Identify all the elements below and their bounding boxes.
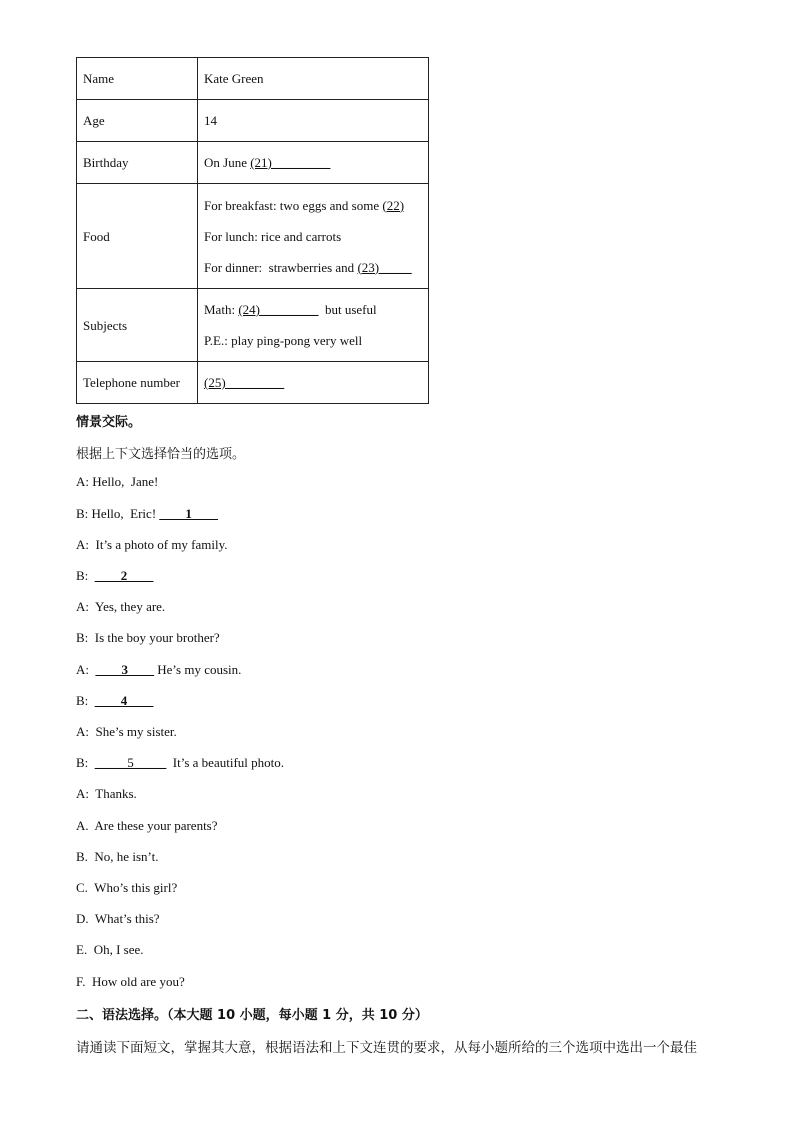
birthday-prefix: On June <box>204 155 251 170</box>
birthday-value <box>198 142 429 184</box>
dialogue-line-post: He’s my cousin. <box>154 662 242 677</box>
dialogue-line-text: A: <box>76 662 96 677</box>
table-row <box>77 362 429 404</box>
option-a: A. Are these your parents? <box>76 818 218 833</box>
food-dinner-prefix: For dinner: strawberries and <box>204 259 358 275</box>
dialogue-blank-5: _____5_____ <box>94 755 167 770</box>
table-row <box>77 58 429 100</box>
dialogue-section-title: 情景交际。 <box>76 415 142 430</box>
dialogue-blank-2: ____2____ <box>94 568 154 583</box>
option-b: B. No, he isn’t. <box>76 849 159 864</box>
blank-24: (24)_________ <box>238 302 319 317</box>
dialogue-line <box>76 568 153 584</box>
dialogue-blank-1: ____1____ <box>159 506 218 521</box>
dialogue-blank-4: ____4____ <box>94 693 154 708</box>
dialogue-line-text: B: <box>76 693 95 708</box>
food-lunch: For lunch: rice and carrots <box>204 228 342 244</box>
blank-21: (21)_________ <box>250 155 331 170</box>
name-label: Name <box>77 58 198 100</box>
dialogue-line-text: A: It’s a photo of my family. <box>76 537 228 552</box>
name-value: Kate Green <box>198 58 429 100</box>
table-row <box>77 100 429 142</box>
grammar-section-title: 二、语法选择。（本大题 10 小题，每小题 1 分，共 10 分） <box>76 1008 428 1023</box>
blank-25: (25)_________ <box>204 375 285 390</box>
blank-22: (22) <box>382 197 405 213</box>
dialogue-line <box>76 599 165 615</box>
dialogue-line-text: B: <box>76 755 95 770</box>
dialogue-line <box>76 786 137 802</box>
birthday-label: Birthday <box>77 142 198 184</box>
subjects-label: Subjects <box>77 289 198 362</box>
table-row <box>77 142 429 184</box>
dialogue-line <box>76 693 153 709</box>
dialogue-instruction: 根据上下文选择恰当的选项。 <box>76 447 246 462</box>
food-breakfast-prefix: For breakfast: two eggs and some <box>204 197 383 213</box>
dialogue-line <box>76 506 218 522</box>
age-label: Age <box>77 100 198 142</box>
dialogue-line <box>76 755 284 771</box>
grammar-instruction: 请通读下面短文，掌握其大意，根据语法和上下文连贯的要求，从每小题所给的三个选项中选出一个最佳 <box>76 1040 697 1056</box>
option-e: E. Oh, I see. <box>76 942 144 957</box>
dialogue-blank-3: ____3____ <box>95 662 154 677</box>
dialogue-line <box>76 537 228 553</box>
blank-23: (23)_____ <box>357 259 412 275</box>
dialogue-line <box>76 662 241 678</box>
table-row <box>77 289 429 362</box>
table-row <box>77 184 429 289</box>
phone-value <box>198 362 429 404</box>
info-table <box>76 57 429 404</box>
dialogue-line <box>76 724 177 740</box>
option-f: F. How old are you? <box>76 974 185 989</box>
dialogue-line <box>76 474 158 490</box>
dialogue-line-text: A: She’s my sister. <box>76 724 177 739</box>
dialogue-line-text: A: Yes, they are. <box>76 599 166 614</box>
dialogue-line-text: A: Thanks. <box>76 786 137 801</box>
dialogue-line-post: It’s a beautiful photo. <box>166 755 284 770</box>
math-suffix: but useful <box>318 302 377 317</box>
math-line <box>204 294 422 325</box>
subjects-value <box>198 289 429 362</box>
option-c: C. Who’s this girl? <box>76 880 178 895</box>
pe-line: P.E.: play ping-pong very well <box>204 333 363 348</box>
math-prefix: Math: <box>204 302 239 317</box>
option-d: D. What’s this? <box>76 911 160 926</box>
dialogue-line-text: B: Is the boy your brother? <box>76 630 220 645</box>
food-breakfast <box>204 190 422 221</box>
age-value: 14 <box>198 100 429 142</box>
dialogue-line-text: B: <box>76 568 95 583</box>
dialogue-line-text: B: Hello, Eric! <box>76 506 160 521</box>
dialogue-line-text: A: Hello, Jane! <box>76 474 159 489</box>
food-label: Food <box>77 184 198 289</box>
food-dinner <box>204 252 422 283</box>
phone-label: Telephone number <box>77 362 198 404</box>
dialogue-line <box>76 630 220 646</box>
food-value <box>198 184 429 289</box>
